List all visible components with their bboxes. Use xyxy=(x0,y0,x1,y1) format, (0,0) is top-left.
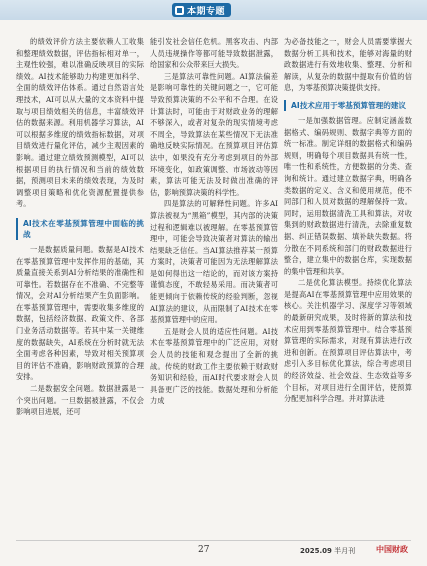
body-paragraph-continued: 能引发社会信任危机。黑客攻击、内部人员违规操作等都可能导致数据泄露，给国家和公众带来巨大损失。 xyxy=(150,37,278,70)
body-paragraph: 三是算法可靠性问题。AI算法偏差是影响可靠性的关键问题之一，它可能导致预算决策的不公平和不合理。在设计算法时，可能由于对财政业务的理解不够深入，或者对复杂的现实情境考虑不周全，导致算法在某些情况下无法准确地反映实际情况。在预算项目评估算法中，如果没有充分考虑到项目的外部环境变化，如政策调整、市场波动等因素，算法可能无法及时做出准确的评估，影响预算决策的科学性。 xyxy=(150,71,278,197)
issue-date: 2025.09 xyxy=(300,547,332,555)
body-paragraph: 一是数据质量问题。数据是AI技术在零基预算管理中发挥作用的基础，其质量直接关系到AI分析结果的准确性和可靠性。若数据存在不准确、不完整等情况，会对AI分析结果产生负面影响。在零基预算管理中，需要收集多维度的数据，包括经济数据、政策文件、各部门业务活动数据等。若其中某一关键维度的数据缺失，AI系统在分析时就无法全面考虑各种因素，导致对相关预算项目的评估不准确，影响财政预算的合理安排。 xyxy=(16,244,144,382)
body-paragraph: 二是数据安全问题。数据泄露是一个突出问题。一旦数据被泄露，不仅会影响项目进展，还可 xyxy=(16,384,144,417)
body-paragraph: 四是算法的可解释性问题。许多AI算法被视为“黑箱”模型，其内部的决策过程和逻辑难以被理解。在零基预算管理中，可能会导致决策者对算法的输出结果缺乏信任。当AI算法推荐某一预算方案时，决策者可能因为无法理解算法是如何得出这一结论的，而对该方案持谨慎态度，不敢轻易采用。而决策者可能更倾向于依赖传统的经验判断，忽视AI算法的建议，从而限制了AI技术在零基预算管理中的应用。 xyxy=(150,199,278,325)
body-paragraph-continued: 为必备技能之一，财会人员需要掌握大数据分析工具和技术，能够对海量的财政数据进行有效地收集、整理、分析和解读，从复杂的数据中提取有价值的信息，为零基预算决策提供支持。 xyxy=(284,37,412,93)
body-paragraph: 二是优化算法模型。持续优化算法是提高AI在零基预算管理中应用效果的核心。关注机器学习、深度学习等领域的最新研究成果，及时将新的算法和技术应用到零基预算管理中。结合零基预算管理的实际需求，对现有算法进行改进和创新。在预算项目评估算法中，考虑引入多目标优化算法，综合考虑项目的经济效益、社会效益、生态效益等多个目标，对项目进行全面评估，使预算分配更加科学合理。并对算法进 xyxy=(284,278,412,404)
section-heading-challenges: AI技术在零基预算管理中面临的挑战 xyxy=(16,218,144,240)
section-label: 本期专题 xyxy=(187,6,226,17)
section-badge xyxy=(172,3,231,17)
article-column-1 xyxy=(16,36,144,418)
issue-info xyxy=(300,546,355,556)
article-column-3 xyxy=(284,36,412,405)
issue-period: 半月刊 xyxy=(334,547,356,555)
magazine-logo: 中国财政 xyxy=(376,545,408,554)
section-logo-icon xyxy=(175,6,184,15)
article-column-2 xyxy=(150,36,278,407)
page-header xyxy=(0,0,427,20)
body-paragraph: 的绩效评价方法主要依赖人工收集和整理绩效数据，评估指标相对单一，主观性较强，难以准确反映项目的实际绩效。AI技术能够助力构建更加科学、全面的绩效评估体系。通过自然语言处理技术，AI可以从大量的文本资料中提取与项目绩效相关的信息，丰富绩效评估的数据来源。利用机器学习算法，AI可以根据多维度的绩效指标数据，对项目绩效进行量化评估，减少主观因素的影响。通过建立绩效预测模型，AI可以根据项目的执行情况和当前的绩效数据，预测项目未来的绩效表现，为及时调整项目策略和优化资源配置提供参考。 xyxy=(16,37,144,209)
body-paragraph: 五是财会人员的适应性问题。AI技术在零基预算管理中的广泛应用，对财会人员的技能和观念提出了全新的挑战。传统的财政工作主要依赖于财政财务知识和经验，而AI时代要求财会人员具备更广泛的技能。数据处理和分析能力成 xyxy=(150,326,278,406)
body-paragraph: 一是加强数据管理。应制定涵盖数据格式、编码规则、数据字典等方面的统一标准。制定详细的数据格式和编码规则，明确每个项目数据具有统一性，唯一性和系统性，方便数据的分类、查询和统计。通过建立数据字典，明确各类数据的定义、含义和使用规范，使不同部门和人员对数据的理解保持一致。同时，运用数据清洗工具和算法，对收集到的财政数据进行清洗，去除重复数据、纠正错误数据、填补缺失数据。将分散在不同系统和部门的财政数据进行整合，建立集中的数据仓库，实现数据的集中管理和共享。 xyxy=(284,115,412,276)
page-number: 27 xyxy=(198,545,210,555)
section-heading-recommendations: AI技术应用于零基预算管理的建议 xyxy=(284,100,412,111)
footer-divider xyxy=(16,540,411,541)
